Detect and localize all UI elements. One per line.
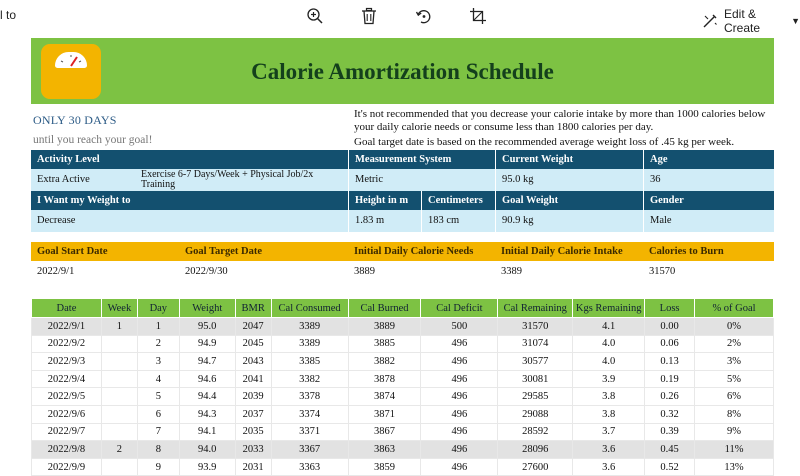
header-goal-target-date: Goal Target Date	[179, 242, 348, 261]
table-cell: 496	[421, 405, 498, 423]
chevron-down-icon: ▼	[791, 16, 800, 26]
column-header: BMR	[235, 299, 271, 318]
table-cell: 6	[137, 405, 179, 423]
table-cell: 500	[421, 318, 498, 336]
header-current-weight: Current Weight	[495, 150, 643, 169]
table-cell: 2022/9/3	[32, 353, 102, 371]
table-cell: 3.8	[573, 388, 645, 406]
table-cell: 4.1	[573, 318, 645, 336]
table-cell: 3871	[348, 405, 421, 423]
activity-level-value: Extra Active	[31, 169, 135, 191]
table-cell: 7	[137, 423, 179, 441]
table-cell: 3389	[271, 318, 348, 336]
header-goal-weight: Goal Weight	[495, 191, 643, 210]
column-header: Day	[137, 299, 179, 318]
activity-description: Exercise 6-7 Days/Week + Physical Job/2x Training	[135, 169, 348, 191]
table-row	[32, 370, 774, 388]
table-cell	[101, 335, 137, 353]
table-cell: 8	[137, 441, 179, 459]
table-cell: 3.7	[573, 423, 645, 441]
table-cell: 2033	[235, 441, 271, 459]
edit-create-button[interactable]	[702, 7, 800, 35]
delete-icon	[360, 7, 378, 25]
table-cell	[101, 423, 137, 441]
rotate-button[interactable]	[412, 4, 436, 28]
table-cell: 3367	[271, 441, 348, 459]
table-cell: 3882	[348, 353, 421, 371]
table-row	[32, 405, 774, 423]
duration-text: ONLY 30 DAYS	[33, 113, 117, 127]
viewer-toolbar	[0, 0, 800, 35]
table-cell: 3363	[271, 458, 348, 476]
daily-calorie-needs-value: 3889	[348, 261, 495, 283]
goal-value-row	[31, 210, 774, 232]
schedule-table	[31, 298, 774, 476]
table-cell: 2039	[235, 388, 271, 406]
zoom-in-button[interactable]	[303, 4, 327, 28]
column-header: Cal Deficit	[421, 299, 498, 318]
goal-start-date-value: 2022/9/1	[31, 261, 179, 283]
table-row	[32, 335, 774, 353]
table-cell: 93.9	[179, 458, 235, 476]
column-header: Loss	[645, 299, 695, 318]
table-row	[32, 388, 774, 406]
table-cell: 496	[421, 370, 498, 388]
target-date-note: Goal target date is based on the recommended average weight loss of .45 kg per week.	[354, 136, 735, 148]
table-cell	[101, 353, 137, 371]
column-header: Week	[101, 299, 137, 318]
table-cell: 0.39	[645, 423, 695, 441]
table-cell: 3.6	[573, 441, 645, 459]
edit-create-label: Edit & Create	[724, 7, 761, 35]
table-cell: 8%	[695, 405, 774, 423]
table-cell: 3885	[348, 335, 421, 353]
crop-icon	[469, 7, 487, 25]
table-cell: 5	[137, 388, 179, 406]
table-cell: 3378	[271, 388, 348, 406]
table-cell: 3874	[348, 388, 421, 406]
table-cell: 0.45	[645, 441, 695, 459]
title-banner	[31, 38, 774, 104]
weight-goal-value: Decrease	[31, 210, 348, 232]
table-cell: 29585	[498, 388, 573, 406]
table-cell: 29088	[498, 405, 573, 423]
table-cell: 2022/9/4	[32, 370, 102, 388]
header-calories-to-burn: Calories to Burn	[643, 242, 774, 261]
table-cell: 9	[137, 458, 179, 476]
table-cell: 3.8	[573, 405, 645, 423]
table-cell: 94.7	[179, 353, 235, 371]
table-cell: 31074	[498, 335, 573, 353]
dates-value-row	[31, 261, 774, 283]
until-goal-text: until you reach your goal!	[33, 134, 153, 146]
table-cell: 496	[421, 335, 498, 353]
goal-target-date-value: 2022/9/30	[179, 261, 348, 283]
table-cell: 2022/9/1	[32, 318, 102, 336]
table-cell: 496	[421, 353, 498, 371]
height-m-value: 1.83 m	[348, 210, 421, 232]
calorie-note: It's not recommended that you decrease your calorie intake by more than 1000 calories below your daily calorie needs or consume less than 1800 calories per day.	[354, 108, 766, 133]
table-cell: 3374	[271, 405, 348, 423]
table-row	[32, 353, 774, 371]
page-title: Calorie Amortization Schedule	[251, 59, 554, 84]
table-cell: 30577	[498, 353, 573, 371]
table-cell: 3867	[348, 423, 421, 441]
table-cell: 2022/9/8	[32, 441, 102, 459]
toolbar-left-text: l to	[0, 8, 17, 22]
table-cell: 3382	[271, 370, 348, 388]
table-cell: 2035	[235, 423, 271, 441]
table-cell: 3	[137, 353, 179, 371]
header-height-m: Height in m	[348, 191, 421, 210]
table-cell: 3%	[695, 353, 774, 371]
table-cell: 0.32	[645, 405, 695, 423]
dates-header-row	[31, 242, 774, 261]
goal-weight-value: 90.9 kg	[495, 210, 643, 232]
table-cell: 4.0	[573, 335, 645, 353]
profile-header-row	[31, 150, 774, 169]
schedule-header-row	[32, 299, 774, 318]
header-age: Age	[643, 150, 774, 169]
table-cell: 95.0	[179, 318, 235, 336]
header-goal-start-date: Goal Start Date	[31, 242, 179, 261]
header-measurement-system: Measurement System	[348, 150, 495, 169]
edit-icon	[702, 13, 718, 29]
table-cell: 13%	[695, 458, 774, 476]
measurement-system-value: Metric	[348, 169, 495, 191]
table-cell: 3863	[348, 441, 421, 459]
table-cell: 3.6	[573, 458, 645, 476]
table-cell: 0.00	[645, 318, 695, 336]
table-row	[32, 423, 774, 441]
table-cell: 1	[101, 318, 137, 336]
table-cell: 4	[137, 370, 179, 388]
table-cell: 2041	[235, 370, 271, 388]
table-cell: 0%	[695, 318, 774, 336]
table-cell: 496	[421, 423, 498, 441]
profile-value-row	[31, 169, 774, 191]
table-cell: 2047	[235, 318, 271, 336]
column-header: Cal Burned	[348, 299, 421, 318]
table-row	[32, 458, 774, 476]
table-cell	[101, 458, 137, 476]
table-cell: 94.9	[179, 335, 235, 353]
table-cell: 9%	[695, 423, 774, 441]
goal-header-row	[31, 191, 774, 210]
table-cell: 3878	[348, 370, 421, 388]
table-cell: 3.9	[573, 370, 645, 388]
schedule-body	[32, 318, 774, 476]
table-cell: 31570	[498, 318, 573, 336]
table-cell: 1	[137, 318, 179, 336]
calorie-sheet	[31, 38, 774, 476]
table-cell: 496	[421, 388, 498, 406]
table-cell: 6%	[695, 388, 774, 406]
table-cell: 2022/9/5	[32, 388, 102, 406]
table-cell: 2022/9/9	[32, 458, 102, 476]
table-cell: 4.0	[573, 353, 645, 371]
table-cell: 0.06	[645, 335, 695, 353]
table-cell: 0.13	[645, 353, 695, 371]
intro-section	[31, 104, 774, 150]
table-cell: 2022/9/2	[32, 335, 102, 353]
table-cell: 3389	[271, 335, 348, 353]
table-cell: 11%	[695, 441, 774, 459]
table-cell: 2	[101, 441, 137, 459]
table-cell: 3859	[348, 458, 421, 476]
centimeters-value: 183 cm	[421, 210, 495, 232]
column-header: Kgs Remaining	[573, 299, 645, 318]
gender-value: Male	[643, 210, 774, 232]
delete-button[interactable]	[357, 4, 381, 28]
table-cell: 30081	[498, 370, 573, 388]
table-cell: 94.0	[179, 441, 235, 459]
table-cell: 94.6	[179, 370, 235, 388]
table-cell: 2045	[235, 335, 271, 353]
rotate-icon	[415, 7, 433, 25]
table-cell	[101, 388, 137, 406]
header-gender: Gender	[643, 191, 774, 210]
header-centimeters: Centimeters	[421, 191, 495, 210]
table-cell: 3371	[271, 423, 348, 441]
calories-to-burn-value: 31570	[643, 261, 774, 283]
table-cell: 5%	[695, 370, 774, 388]
column-header: Cal Consumed	[271, 299, 348, 318]
current-weight-value: 95.0 kg	[495, 169, 643, 191]
column-header: % of Goal	[695, 299, 774, 318]
table-cell	[101, 370, 137, 388]
table-cell: 2%	[695, 335, 774, 353]
table-cell: 28096	[498, 441, 573, 459]
table-cell: 27600	[498, 458, 573, 476]
zoom-in-icon	[306, 7, 324, 25]
header-activity-level: Activity Level	[31, 150, 348, 169]
header-daily-calorie-intake: Initial Daily Calorie Intake	[495, 242, 643, 261]
table-cell: 94.3	[179, 405, 235, 423]
table-cell	[101, 405, 137, 423]
table-cell: 2022/9/7	[32, 423, 102, 441]
table-cell: 0.26	[645, 388, 695, 406]
table-cell: 496	[421, 458, 498, 476]
table-row	[32, 318, 774, 336]
header-daily-calorie-needs: Initial Daily Calorie Needs	[348, 242, 495, 261]
column-header: Weight	[179, 299, 235, 318]
table-cell: 3889	[348, 318, 421, 336]
table-cell: 2037	[235, 405, 271, 423]
header-weight-goal: I Want my Weight to	[31, 191, 348, 210]
column-header: Date	[32, 299, 102, 318]
table-cell: 0.52	[645, 458, 695, 476]
table-cell: 2043	[235, 353, 271, 371]
age-value: 36	[643, 169, 774, 191]
table-cell: 28592	[498, 423, 573, 441]
table-cell: 3385	[271, 353, 348, 371]
table-cell: 2022/9/6	[32, 405, 102, 423]
table-cell: 2031	[235, 458, 271, 476]
table-cell: 94.1	[179, 423, 235, 441]
daily-calorie-intake-value: 3389	[495, 261, 643, 283]
column-header: Cal Remaining	[498, 299, 573, 318]
table-cell: 94.4	[179, 388, 235, 406]
table-cell: 496	[421, 441, 498, 459]
table-cell: 2	[137, 335, 179, 353]
crop-button[interactable]	[466, 4, 490, 28]
table-cell: 0.19	[645, 370, 695, 388]
table-row	[32, 441, 774, 459]
